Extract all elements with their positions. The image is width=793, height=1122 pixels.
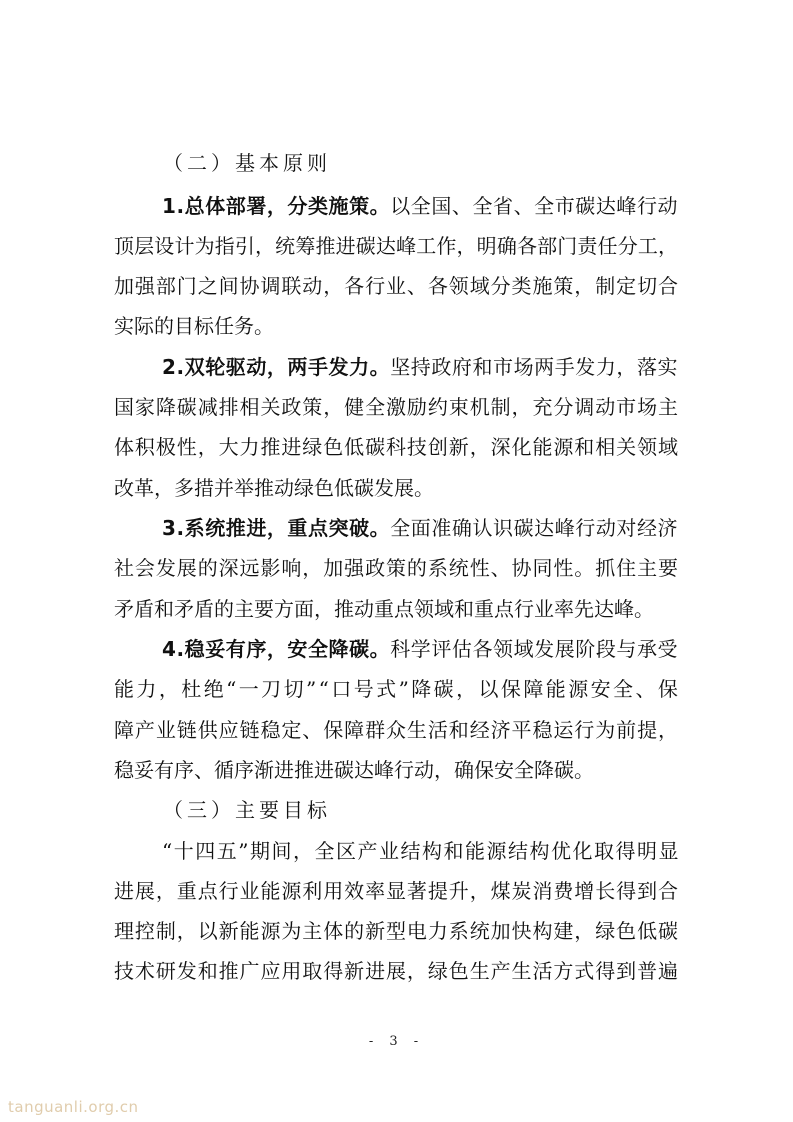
section-heading-goals: （三）主要目标 — [163, 798, 331, 822]
paragraph-3-line-3: 矛盾和矛盾的主要方面，推动重点领域和重点行业率先达峰。 — [114, 597, 654, 621]
paragraph-1-line-3: 加强部门之间协调联动，各行业、各领域分类施策，制定切合 — [114, 274, 679, 298]
paragraph-2-lead: 2.双轮驱动，两手发力。 — [162, 355, 391, 379]
paragraph-3-text: 全面准确认识碳达峰行动对经济 — [390, 516, 679, 540]
paragraph-1-text: 以全国、全省、全市碳达峰行动 — [390, 194, 679, 218]
section-heading-principles: （二）基本原则 — [163, 151, 331, 175]
paragraph-3-line-2: 社会发展的深远影响，加强政策的系统性、协同性。抓住主要 — [114, 556, 679, 580]
paragraph-1-line-1 — [162, 190, 678, 219]
paragraph-4-line-3: 障产业链供应链稳定、保障群众生活和经济平稳运行为前提， — [114, 718, 679, 742]
paragraph-4-line-4: 稳妥有序、循序渐进推进碳达峰行动，确保安全降碳。 — [114, 758, 594, 782]
paragraph-3-lead: 3.系统推进，重点突破。 — [162, 516, 391, 540]
paragraph-2-line-1 — [162, 351, 678, 380]
watermark: tanguanli.org.cn — [8, 1098, 139, 1116]
paragraph-2-text: 坚持政府和市场两手发力，落实 — [390, 355, 679, 379]
goals-line-2: 进展，重点行业能源利用效率显著提升，煤炭消费增长得到合 — [114, 879, 679, 903]
paragraph-4-lead: 4.稳妥有序，安全降碳。 — [162, 637, 391, 661]
paragraph-3-line-1 — [162, 512, 678, 541]
paragraph-2-line-4: 改革，多措并举推动绿色低碳发展。 — [114, 476, 434, 500]
paragraph-1-line-2: 顶层设计为指引，统筹推进碳达峰工作，明确各部门责任分工， — [114, 234, 679, 258]
paragraph-2-line-2: 国家降碳减排相关政策，健全激励约束机制，充分调动市场主 — [114, 395, 679, 419]
goals-line-4: 技术研发和推广应用取得新进展，绿色生产生活方式得到普遍 — [114, 959, 679, 983]
paragraph-4-text: 科学评估各领域发展阶段与承受 — [390, 637, 679, 661]
goals-line-3: 理控制，以新能源为主体的新型电力系统加快构建，绿色低碳 — [114, 919, 679, 943]
paragraph-4-line-1 — [162, 633, 678, 662]
page-number: - 3 - — [368, 1034, 425, 1049]
paragraph-1-lead: 1.总体部署，分类施策。 — [162, 194, 391, 218]
paragraph-1-line-4: 实际的目标任务。 — [114, 314, 274, 338]
paragraph-4-line-2: 能力，杜绝“一刀切”“口号式”降碳，以保障能源安全、保 — [114, 677, 681, 701]
goals-line-1: “十四五”期间，全区产业结构和能源结构优化取得明显 — [162, 839, 680, 863]
paragraph-2-line-3: 体积极性，大力推进绿色低碳科技创新，深化能源和相关领域 — [114, 435, 679, 459]
